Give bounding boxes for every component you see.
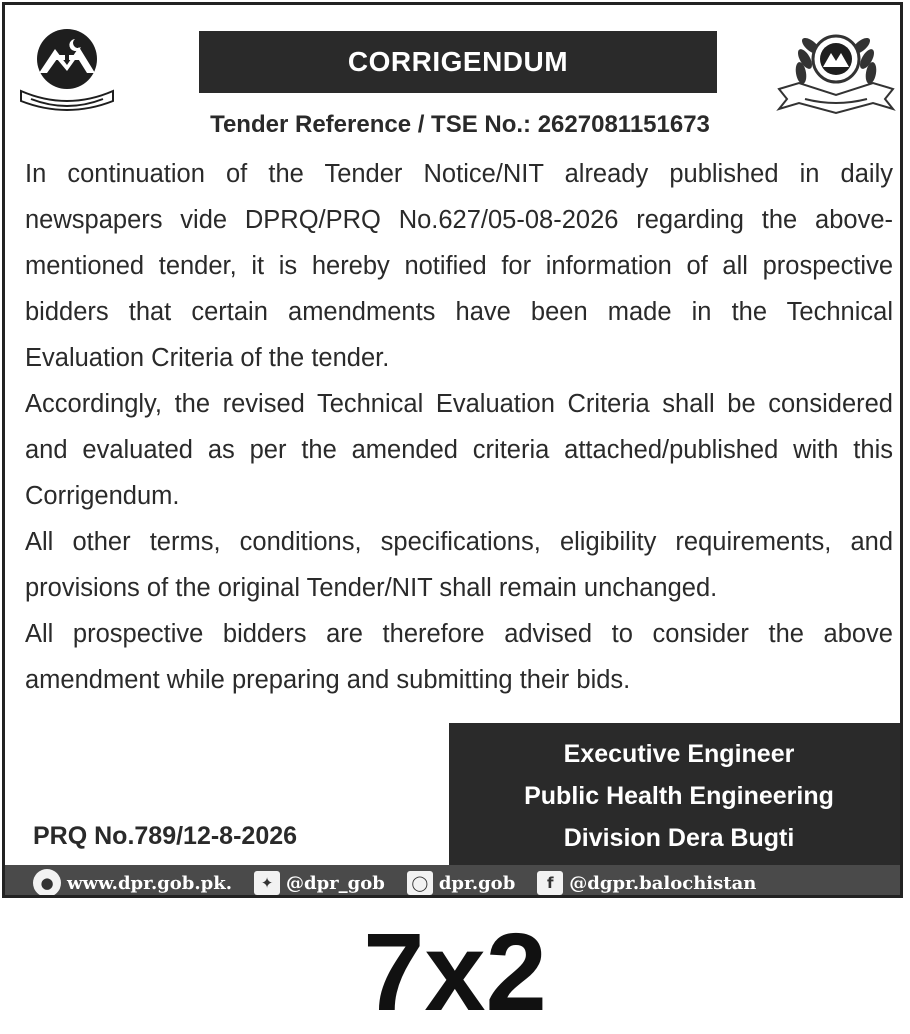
body-paragraph-2: Accordingly, the revised Technical Evaluation Criteria shall be considered and evaluated as per the amended criteria attached/published with this Corrigendum. [25, 390, 893, 510]
globe-icon: ● [33, 869, 61, 897]
body-paragraph-1: In continuation of the Tender Notice/NIT already published in daily newspapers vide DPRQ/PRQ No.627/05-08-2026 regarding the above-mentioned tender, it is hereby notified for information of all prospective bidders that certain amendments have been made in the Technical Evaluation Criteria of the tender. [25, 160, 893, 372]
notice-body [25, 151, 893, 703]
instagram-icon: ◯ [407, 871, 433, 895]
document-title: CORRIGENDUM [199, 31, 717, 93]
website-text: www.dpr.gob.pk. [67, 872, 232, 894]
signature-block [449, 723, 903, 869]
facebook-link[interactable] [537, 871, 756, 895]
twitter-handle: @dpr_gob [285, 872, 385, 894]
signature-line-2: Public Health Engineering [524, 782, 834, 810]
prq-number: PRQ No.789/12-8-2026 [33, 822, 298, 850]
notice-frame [2, 2, 903, 898]
instagram-link[interactable] [407, 871, 515, 895]
body-paragraph-3: All other terms, conditions, specifications, eligibility requirements, and provisions of the original Tender/NIT shall remain unchanged. [25, 528, 893, 602]
facebook-handle: @dgpr.balochistan [569, 872, 757, 894]
ad-size-label: 7x2 [363, 911, 547, 1034]
signature-line-3: Division Dera Bugti [563, 824, 795, 852]
body-paragraph-4: All prospective bidders are therefore advised to consider the above amendment while preparing and submitting their bids. [25, 620, 893, 694]
dgpr-emblem-logo [775, 19, 897, 115]
tender-reference: Tender Reference / TSE No.: 2627081151673 [210, 111, 710, 138]
twitter-icon: ✦ [254, 871, 280, 895]
balochistan-emblem-logo [17, 25, 117, 115]
signature-line-1: Executive Engineer [563, 740, 795, 768]
contact-footer [5, 865, 900, 898]
facebook-icon: f [537, 871, 563, 895]
website-link[interactable] [33, 869, 232, 897]
twitter-link[interactable] [254, 871, 385, 895]
instagram-handle: dpr.gob [438, 872, 516, 894]
